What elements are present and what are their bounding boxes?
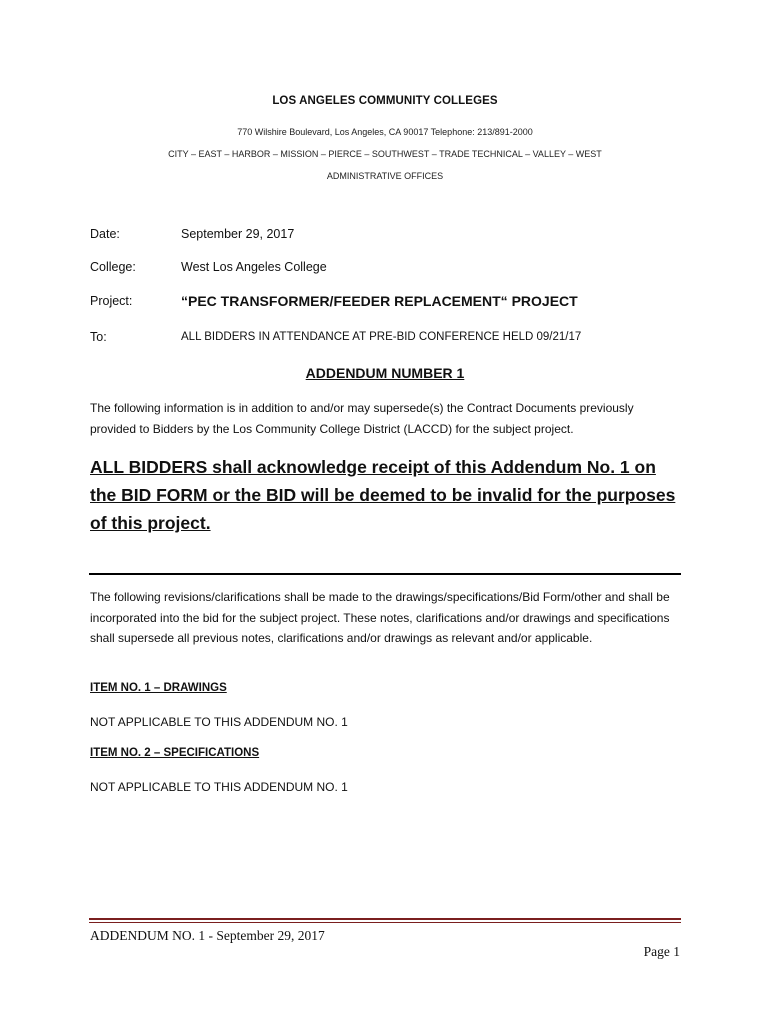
footer-addendum-label: ADDENDUM NO. 1 - September 29, 2017 [90, 928, 325, 943]
footer-rule-thin [89, 922, 681, 923]
date-label: Date: [90, 227, 120, 241]
college-value: West Los Angeles College [181, 260, 327, 274]
project-value: “PEC TRANSFORMER/FEEDER REPLACEMENT“ PROJECT [181, 293, 578, 309]
item-2-body: NOT APPLICABLE TO THIS ADDENDUM NO. 1 [90, 780, 348, 794]
organization-title: LOS ANGELES COMMUNITY COLLEGES [272, 95, 498, 107]
page-number: Page 1 [643, 944, 680, 959]
item-2-heading: ITEM NO. 2 – SPECIFICATIONS [90, 747, 260, 759]
item-1-heading: ITEM NO. 1 – DRAWINGS [90, 682, 227, 694]
project-label: Project: [90, 294, 133, 308]
item-1-body: NOT APPLICABLE TO THIS ADDENDUM NO. 1 [90, 715, 348, 729]
date-value: September 29, 2017 [181, 227, 295, 241]
campus-list: CITY – EAST – HARBOR – MISSION – PIERCE – SOUTHWEST – TRADE TECHNICAL – VALLEY – WEST [168, 149, 602, 159]
intro-paragraph: The following information is in addition to and/or may supersede(s) the Contract Documents previously provided to Bidders by the Los Community College District (LACCD) for the subject project. [90, 401, 634, 436]
organization-address: 770 Wilshire Boulevard, Los Angeles, CA 90017 Telephone: 213/891-2000 [237, 127, 533, 137]
section-divider [89, 573, 681, 575]
revisions-paragraph: The following revisions/clarifications shall be made to the drawings/specifications/Bid Form/other and shall be incorporated into the bid for the subject project. These notes, clarifications and/or drawings and specifications shall supersede all previous notes, clarifications and/or drawings as relevant and/or applicable. [90, 590, 670, 645]
college-label: College: [90, 260, 136, 274]
addendum-title: ADDENDUM NUMBER 1 [305, 365, 465, 381]
to-value: ALL BIDDERS IN ATTENDANCE AT PRE-BID CONFERENCE HELD 09/21/17 [181, 331, 582, 343]
administrative-offices: ADMINISTRATIVE OFFICES [326, 171, 444, 181]
acknowledgement-notice: ALL BIDDERS shall acknowledge receipt of this Addendum No. 1 on the BID FORM or the BID will be deemed to be invalid for the purposes of this project. [90, 457, 676, 533]
to-label: To: [90, 330, 107, 344]
footer-rule [89, 918, 681, 920]
